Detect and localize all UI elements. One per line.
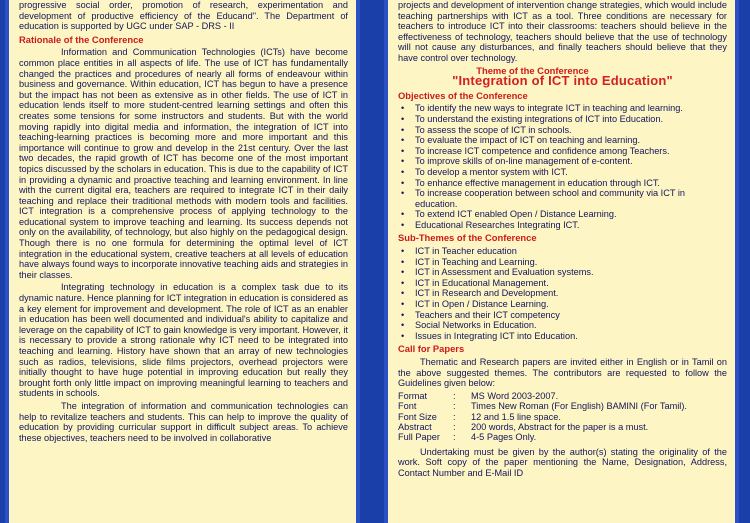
objective-text: To assess the scope of ICT in schools.: [415, 124, 572, 135]
spec-value: Times New Roman (For English) BAMINI (For Tamil).: [471, 401, 687, 412]
objective-text: To identify the new ways to integrate ICT in teaching and learning.: [415, 103, 683, 114]
table-row: [398, 412, 687, 422]
left-page: [5, 0, 360, 523]
guidelines-table: [398, 391, 687, 443]
rationale-heading: Rationale of the Conference: [19, 33, 144, 45]
bullet-icon: •: [401, 246, 405, 257]
right-page: [384, 0, 739, 523]
subtheme-text: Social Networks in Education.: [415, 320, 537, 331]
bullet-icon: •: [401, 219, 405, 230]
list-item: [398, 320, 727, 331]
subtheme-text: ICT in Open / Distance Learning.: [415, 299, 549, 310]
objectives-list: [398, 103, 727, 230]
list-item: [398, 146, 727, 157]
bullet-icon: •: [401, 320, 405, 331]
list-item: [398, 209, 727, 220]
list-item: [398, 114, 727, 125]
subtheme-text: Issues in Integrating ICT into Education.: [415, 330, 578, 341]
spec-separator: :: [453, 411, 456, 422]
spec-separator: :: [453, 432, 456, 443]
objective-text: To improve skills of on-line management of e-content.: [415, 156, 633, 167]
call-for-papers-heading: Call for Papers: [398, 343, 465, 355]
undertaking-paragraph: Undertaking must be given by the author(s) stating the originality of the work. Soft copy of the paper mentioning the Name, Designation, Address, Contact Number and E-Mail ID: [398, 446, 727, 478]
list-item: [398, 178, 727, 189]
subtheme-text: ICT in Assessment and Evaluation systems.: [415, 267, 594, 278]
spec-key: Font: [398, 401, 417, 412]
subthemes-list: [398, 246, 727, 341]
list-item: [398, 331, 727, 342]
bullet-icon: •: [401, 166, 405, 177]
bullet-icon: •: [401, 103, 405, 114]
spec-key: Format: [398, 390, 428, 401]
list-item: [398, 267, 727, 278]
bullet-icon: •: [401, 188, 405, 199]
spec-separator: :: [453, 401, 456, 412]
table-row: [398, 401, 687, 411]
list-item: [398, 257, 727, 268]
spec-value: 4-5 Pages Only.: [471, 432, 537, 443]
objective-text: To understand the existing integrations of ICT into Education.: [415, 113, 664, 124]
subtheme-text: Teachers and their ICT competency: [415, 309, 560, 320]
objective-text: To develop a mentor system with ICT.: [415, 166, 568, 177]
spec-value: 200 words, Abstract for the paper is a must.: [471, 422, 649, 432]
bullet-icon: •: [401, 156, 405, 167]
bullet-icon: •: [401, 309, 405, 320]
table-row: [398, 422, 687, 432]
list-item: [398, 288, 727, 299]
list-item: [398, 125, 727, 136]
bullet-icon: •: [401, 177, 405, 188]
spec-key: Full Paper: [398, 432, 440, 443]
objective-text: To increase cooperation between school and community via ICT in education.: [415, 188, 685, 209]
bullet-icon: •: [401, 145, 405, 156]
subtheme-text: ICT in Educational Management.: [415, 277, 549, 288]
bullet-icon: •: [401, 288, 405, 299]
theme-title: "Integration of ICT into Education": [452, 73, 673, 89]
bullet-icon: •: [401, 299, 405, 310]
list-item: [398, 246, 727, 257]
spec-key: Font Size: [398, 411, 437, 422]
list-item: [398, 135, 727, 146]
spec-value: MS Word 2003-2007.: [471, 390, 559, 401]
objective-text: To increase ICT competence and confidence among Teachers.: [415, 145, 670, 156]
objective-text: Educational Researches Integrating ICT.: [415, 219, 580, 230]
list-item: [398, 188, 727, 209]
left-column: [19, 0, 348, 445]
objective-text: To extend ICT enabled Open / Distance Learning.: [415, 209, 617, 220]
subtheme-text: ICT in Research and Development.: [415, 288, 559, 299]
list-item: [398, 310, 727, 321]
objective-text: To enhance effective management in education through ICT.: [415, 177, 660, 188]
spec-separator: :: [453, 422, 456, 432]
theme-heading: Theme of the Conference: [476, 64, 589, 76]
spec-key: Abstract: [398, 422, 432, 432]
list-item: [398, 156, 727, 167]
list-item: [398, 278, 727, 289]
bullet-icon: •: [401, 124, 405, 135]
subtheme-text: ICT in Teacher education: [415, 246, 517, 257]
bullet-icon: •: [401, 113, 405, 124]
rationale-paragraph-2: Integrating technology in education is a complex task due to its dynamic nature. Hence planning for ICT integration in education is considered as a key element for improvement and development. The role of ICT as an enabler in education has been well documented and individual's ability to capitalize and leverage on the capability of ICT to gain knowledge is very important. However, it is necessary to provide a strong rationale why ICT need to be integrated into teaching and learning. History have shown that an array of new technologies such as radios, televisions, slide films projectors, overhead projectors were initially thought to have huge potential in improving education but really they brought forth only little impact on improving meaningful learning to teachers and students in schools.: [19, 282, 348, 399]
rationale-paragraph-1: Information and Communication Technologies (ICTs) have become common place entities in all aspects of life. The use of ICT has fundamentally changed the practices and procedures of nearly all forms of endeavour within business and governance. Within education, ICT has begun to have a presence but the impact has not been as extensive as in other fields. The use of ICT in education lends itself to more student-centred learning settings and often this creates some tensions for some instructors and students. But with the world moving rapidly into digital media and information, the integration of ICT into teaching-learning practices is becoming more and more important and this importance will continue to grow and develop in the 21st century. Over the last two decades, the rapid growth of ICT has become one of the most important topics discussed by the scholars in education. This is due to the capability of ICT in providing a dynamic and proactive teaching and learning environment. In line with the current digital era, teachers are required to integrate ICT in their daily teaching and replace their traditional methods with modern tools and facilities. ICT integration is a comprehensive process of applying technology to the educational system to improve teaching and learning. Its success depends not only on the availability, of technology, but also highly on the pedagogical design. Though there is no one formula for determining the optimal level of ICT integration in the educational system, creative teachers at all levels of education have always found ways to incorporate innovative teaching aids and strategies in their classes.: [19, 47, 348, 280]
list-item: [398, 167, 727, 178]
bullet-icon: •: [401, 209, 405, 220]
list-item: [398, 220, 727, 231]
subtheme-text: ICT in Teaching and Learning.: [415, 256, 538, 267]
call-for-papers-text: Thematic and Research papers are invited either in English or in Tamil on the above suggested themes. The contributors are requested to follow the Guidelines given below:: [398, 357, 727, 389]
rationale-paragraph-3: The integration of information and communication technologies can help to revitalize teachers and students. This can help to improve the quality of education by providing curricular support in difficult subject areas. To achieve these objectives, teachers need to be involved in collaborative: [19, 400, 348, 443]
list-item: [398, 299, 727, 310]
spec-separator: :: [453, 390, 456, 401]
subthemes-heading: Sub-Themes of the Conference: [398, 232, 537, 244]
bullet-icon: •: [401, 267, 405, 278]
intro-paragraph: progressive social order, promotion of research, experimentation and development of productive efficiency of the Educand". The Department of education is supported by UGC under SAP - DRS - II: [19, 0, 348, 32]
list-item: [398, 103, 727, 114]
objective-text: To evaluate the impact of ICT on teaching and learning.: [415, 135, 641, 146]
table-row: [398, 432, 687, 442]
right-column: [398, 0, 727, 481]
continued-paragraph: projects and development of intervention change strategies, which would include teaching partnerships with ICT as a tool. Three conditions are necessary for teachers to introduce ICT into their classrooms: teachers should believe in the effectiveness of technology, teachers should believe that the use of technology will not cause any disturbances, and finally teachers should believe that they have control over technology.: [398, 0, 727, 63]
bullet-icon: •: [401, 330, 405, 341]
spec-value: 12 and 1.5 line space.: [471, 411, 561, 422]
table-row: [398, 391, 687, 401]
bullet-icon: •: [401, 256, 405, 267]
bullet-icon: •: [401, 277, 405, 288]
bullet-icon: •: [401, 135, 405, 146]
objectives-heading: Objectives of the Conference: [398, 89, 528, 101]
